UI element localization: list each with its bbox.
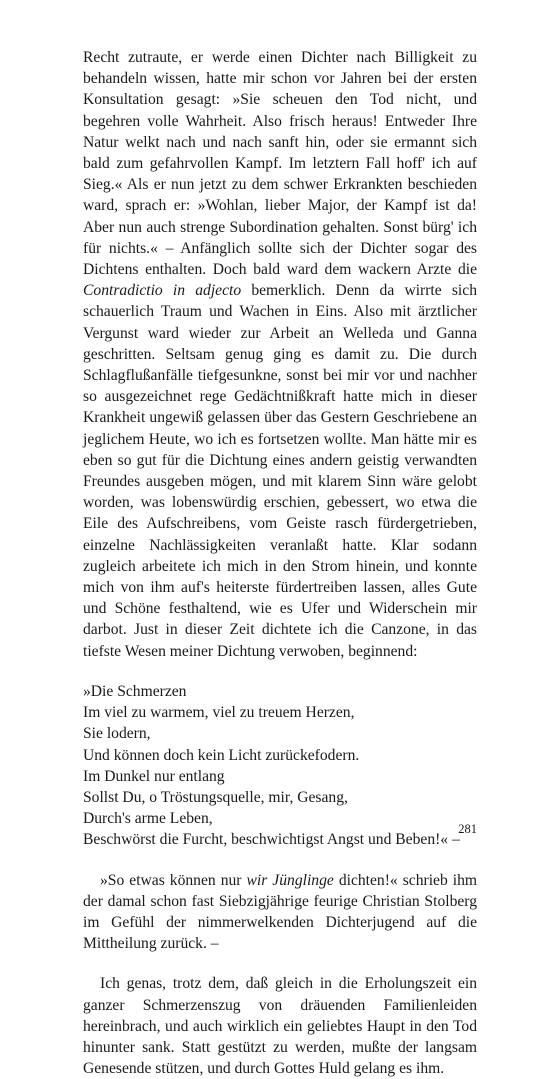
poem-line: Sie lodern, [83,725,151,743]
paragraph-2-text-a: »So etwas können nur [100,871,247,889]
paragraph-1 [83,47,477,662]
paragraph-2-text-b: dichten!« schrieb ihm der damal schon fast Siebzigjährige feurige Christian Stolberg im Gefühl der nimmerwelkenden Dichterjugend auf die Mittheilung zurück. – [83,871,478,953]
poem-line: Durch's arme Leben, [83,810,213,828]
poem-line: Im Dunkel nur entlang [83,767,225,785]
paragraph-2 [83,870,477,955]
paragraph-3: Ich genas, trotz dem, daß gleich in die Erholungszeit ein ganzer Schmerzenszug von dräuenden Familienleiden hereinbrach, und auch wirklich ein geliebtes Haupt in den Tod hinunter sank. Statt gestützt zu werden, mußte der langsam Genesende stützen, und durch Gottes Huld gelang es ihm. [83,975,477,1078]
paragraph-2-italic: wir Jünglinge [246,871,334,889]
poem-canzone [83,681,477,851]
paragraph-1-text-b: bemerklich. Denn da wirrte sich schauerlich Traum und Wachen in Eins. Also mit ärztlicher Vergunst ward wieder zur Arbeit an Welleda und Ganna geschritten. Seltsam genug ging es damit zu. Die durch Schlagflußanfälle tiefgesunkne, sonst bei mir vor und nachher so ausgezeichnet rege Gedächtnißkraft hatte mich in dieser Krankheit ungewiß gelassen über das Gestern Geschriebene an jeglichem Heute, wo ich es fortsetzen wollte. Man hätte mir es eben so gut für die Dichtung eines andern geistig verwandten Freundes ausgeben mögen, und mit klarem Sinn wäre gelobt worden, was lobenswürdig erschien, gebessert, wo etwa die Eile des Aufschreibens, vom Geiste rasch fürdergetrieben, einzelne Nachlässigkeiten veranlaßt hatte. Klar sodann zugleich arbeitete ich mich in den Strom hinein, und konnte mich von ihm auf's heiterste fürdertreiben lassen, alles Gute und Schöne festhaltend, wie es Ufer und Widerschein mir darbot. Just in dieser Zeit dichtete ich die Canzone, in das tiefste Wesen meiner Dichtung verwoben, beginnend: [83,282,477,660]
poem-line: Im viel zu warmem, viel zu treuem Herzen, [83,704,355,722]
poem-line: Beschwörst die Furcht, beschwichtigst Angst und Beben!« – [83,831,460,849]
poem-line: Und können doch kein Licht zurückefodern. [83,746,360,764]
paragraph-1-italic: Contradictio in adjecto [83,282,242,300]
paragraph-1-text-a: Recht zutraute, er werde einen Dichter nach Billigkeit zu behandeln wissen, hatte mir schon vor Jahren bei der ersten Konsultation gesagt: »Sie scheuen den Tod nicht, und begehren volle Wahrheit. Also frisch heraus! Entweder Ihre Natur welkt nach und nach sanft hin, oder sie ermannt sich bald zum gefahrvollen Kampf. Im letztern Fall hoff' ich auf Sieg.« Als er nun jetzt zu dem schwer Erkrankten beschieden ward, sprach er: »Wohlan, lieber Major, der Kampf ist da! Aber nun auch strenge Subordination gehalten. Sonst bürg' ich für nichts.« – Anfänglich sollte sich der Dichter sogar des Dichtens enthalten. Doch bald ward dem wackern Arzte die [83,49,477,279]
page-number: 281 [458,822,477,836]
poem-line: »Die Schmerzen [83,682,187,700]
page-text-block [83,47,477,1079]
poem-line: Sollst Du, o Tröstungsquelle, mir, Gesang, [83,788,348,806]
